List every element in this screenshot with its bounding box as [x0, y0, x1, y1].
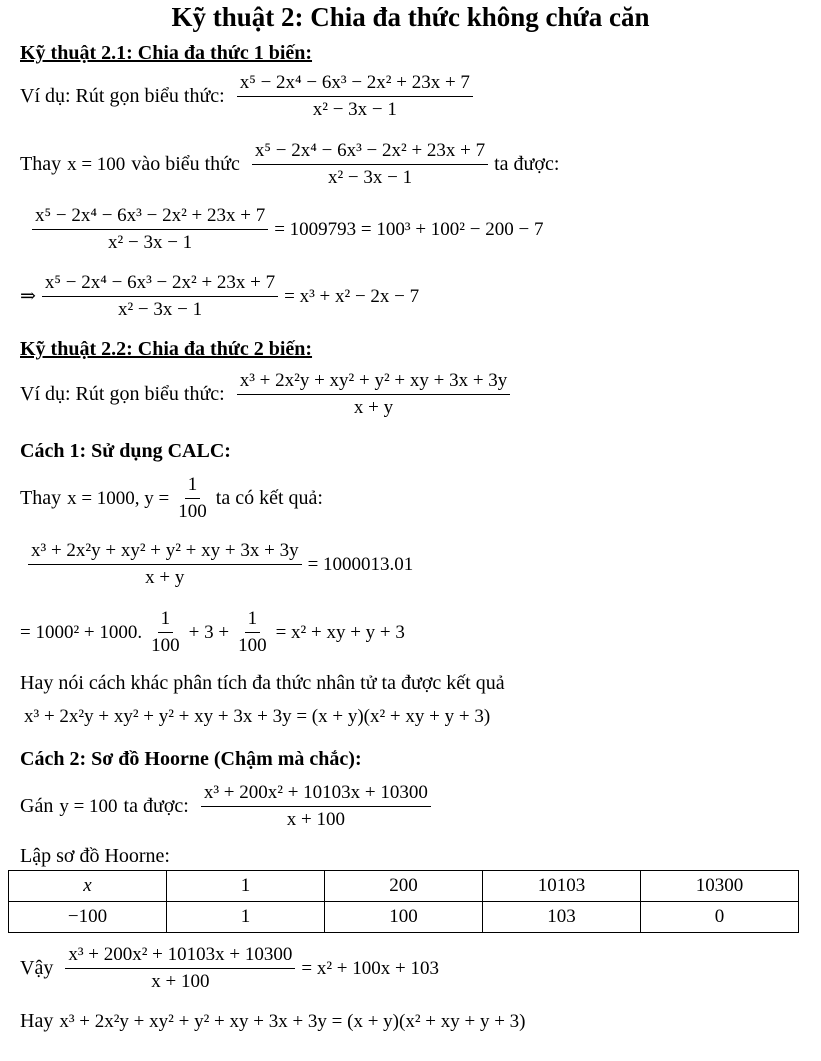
method1-title: Cách 1: Sử dụng CALC:	[20, 440, 231, 462]
table-cell: −100	[9, 902, 167, 933]
method1-eval-fraction	[28, 540, 302, 589]
table-cell: 103	[483, 902, 641, 933]
method2-so-denominator: x + 100	[151, 971, 210, 992]
method1-expand-frac2-num: 1	[245, 608, 261, 633]
method1-sub-expr: x = 1000, y =	[67, 487, 170, 509]
method2-assign-pre: Gán	[20, 795, 54, 817]
method1-frac-num: 1	[185, 474, 201, 499]
section1-example-fraction	[237, 72, 473, 121]
method2-so-rhs: = x² + 100x + 103	[301, 957, 439, 979]
section1-result-rhs: = x³ + x² − 2x − 7	[284, 285, 420, 307]
section1-sub-expr: x = 100	[67, 153, 126, 175]
method1-eval-denominator: x + y	[145, 567, 185, 588]
section2-example-denominator: x + y	[353, 397, 394, 418]
section1-eval-fraction	[32, 205, 268, 254]
method1-expand-c: = x² + xy + y + 3	[275, 621, 405, 643]
section1-result-line	[20, 272, 419, 321]
method1-expand-frac1-num: 1	[158, 608, 174, 633]
method1-expand-line	[20, 608, 405, 657]
method2-assign-fraction	[201, 782, 431, 831]
method1-expand-a: = 1000² + 1000.	[20, 621, 143, 643]
section1-result-fraction	[42, 272, 278, 321]
method1-expand-frac1	[148, 608, 183, 657]
table-cell: 10300	[641, 871, 799, 902]
method2-assign-denominator: x + 100	[286, 809, 345, 830]
method1-sub-post: ta có kết quả:	[215, 487, 323, 509]
section1-sub-mid: vào biểu thức	[131, 153, 240, 175]
section1-eval-denominator: x² − 3x − 1	[108, 232, 193, 253]
section2-example-numerator: x³ + 2x²y + xy² + y² + xy + 3x + 3y	[237, 370, 511, 395]
section1-result-numerator: x⁵ − 2x⁴ − 6x³ − 2x² + 23x + 7	[42, 272, 278, 297]
section1-example-label: Ví dụ: Rút gọn biểu thức:	[20, 85, 225, 107]
method2-table-label: Lập sơ đồ Hoorne:	[20, 845, 170, 867]
section1-sub-fraction	[252, 140, 488, 189]
method2-final-label: Hay	[20, 1010, 54, 1032]
section1-substitution-line	[20, 140, 565, 189]
method1-eval-rhs: = 1000013.01	[307, 553, 414, 575]
table-cell: 1	[167, 871, 325, 902]
table-cell: 200	[325, 871, 483, 902]
section1-eval-line	[26, 205, 543, 254]
method1-expand-b: + 3 +	[188, 621, 230, 643]
section1-example-denominator: x² − 3x − 1	[312, 99, 397, 120]
table-cell: 1	[167, 902, 325, 933]
method2-assign-numerator: x³ + 200x² + 10103x + 10300	[201, 782, 431, 807]
table-cell: 0	[641, 902, 799, 933]
section1-sub-denominator: x² − 3x − 1	[327, 167, 413, 188]
section1-heading: Kỹ thuật 2.1: Chia đa thức 1 biến:	[20, 42, 313, 64]
method2-assign-post: ta được:	[123, 795, 189, 817]
hoorne-table	[8, 870, 799, 933]
method2-so-label: Vậy	[20, 957, 54, 979]
method2-assign-line	[20, 782, 437, 831]
table-cell: 100	[325, 902, 483, 933]
method1-sub-pre: Thay	[20, 487, 62, 509]
section2-heading: Kỹ thuật 2.2: Chia đa thức 2 biến:	[20, 338, 313, 360]
table-cell: x	[9, 871, 167, 902]
method1-eval-numerator: x³ + 2x²y + xy² + y² + xy + 3x + 3y	[28, 540, 302, 565]
table-row	[9, 871, 799, 902]
section1-eval-rhs: = 1009793 = 100³ + 100² − 200 − 7	[274, 218, 544, 240]
section1-result-denominator: x² − 3x − 1	[117, 299, 203, 320]
section1-example-numerator: x⁵ − 2x⁴ − 6x³ − 2x² + 23x + 7	[237, 72, 473, 97]
method2-final-expr: x³ + 2x²y + xy² + y² + xy + 3x + 3y = (x + y)(x² + xy + y + 3)	[59, 1010, 526, 1032]
section1-eval-numerator: x⁵ − 2x⁴ − 6x³ − 2x² + 23x + 7	[32, 205, 268, 230]
method1-frac-den: 100	[178, 501, 207, 522]
method1-substitution-line	[20, 474, 329, 523]
method2-final-line	[20, 1010, 526, 1033]
method1-expand-frac2-den: 100	[238, 635, 267, 656]
section1-sub-numerator: x⁵ − 2x⁴ − 6x³ − 2x² + 23x + 7	[252, 140, 488, 165]
method2-assign-expr: y = 100	[59, 795, 118, 817]
page-title: Kỹ thuật 2: Chia đa thức không chứa căn	[171, 2, 650, 32]
section2-example-label: Ví dụ: Rút gọn biểu thức:	[20, 383, 225, 405]
method1-factorization: x³ + 2x²y + xy² + y² + xy + 3x + 3y = (x + y)(x² + xy + y + 3)	[24, 706, 491, 727]
method1-expand-frac2	[235, 608, 270, 657]
table-cell: 10103	[483, 871, 641, 902]
method2-title: Cách 2: Sơ đồ Hoorne (Chậm mà chắc):	[20, 748, 362, 770]
method1-conclusion: Hay nói cách khác phân tích đa thức nhân tử ta được kết quả	[20, 672, 505, 694]
section1-sub-post: ta được:	[494, 153, 560, 175]
section1-example-line	[20, 72, 479, 121]
table-row	[9, 902, 799, 933]
method1-sub-fraction	[175, 474, 210, 523]
section1-sub-pre: Thay	[20, 153, 62, 175]
method2-so-numerator: x³ + 200x² + 10103x + 10300	[65, 944, 295, 969]
method2-so-fraction	[65, 944, 295, 993]
section2-example-line	[20, 370, 516, 419]
implies-symbol: ⇒	[20, 286, 36, 307]
method1-eval-line	[22, 540, 413, 589]
method2-so-line	[20, 944, 439, 993]
method1-expand-frac1-den: 100	[151, 635, 180, 656]
section2-example-fraction	[237, 370, 511, 419]
